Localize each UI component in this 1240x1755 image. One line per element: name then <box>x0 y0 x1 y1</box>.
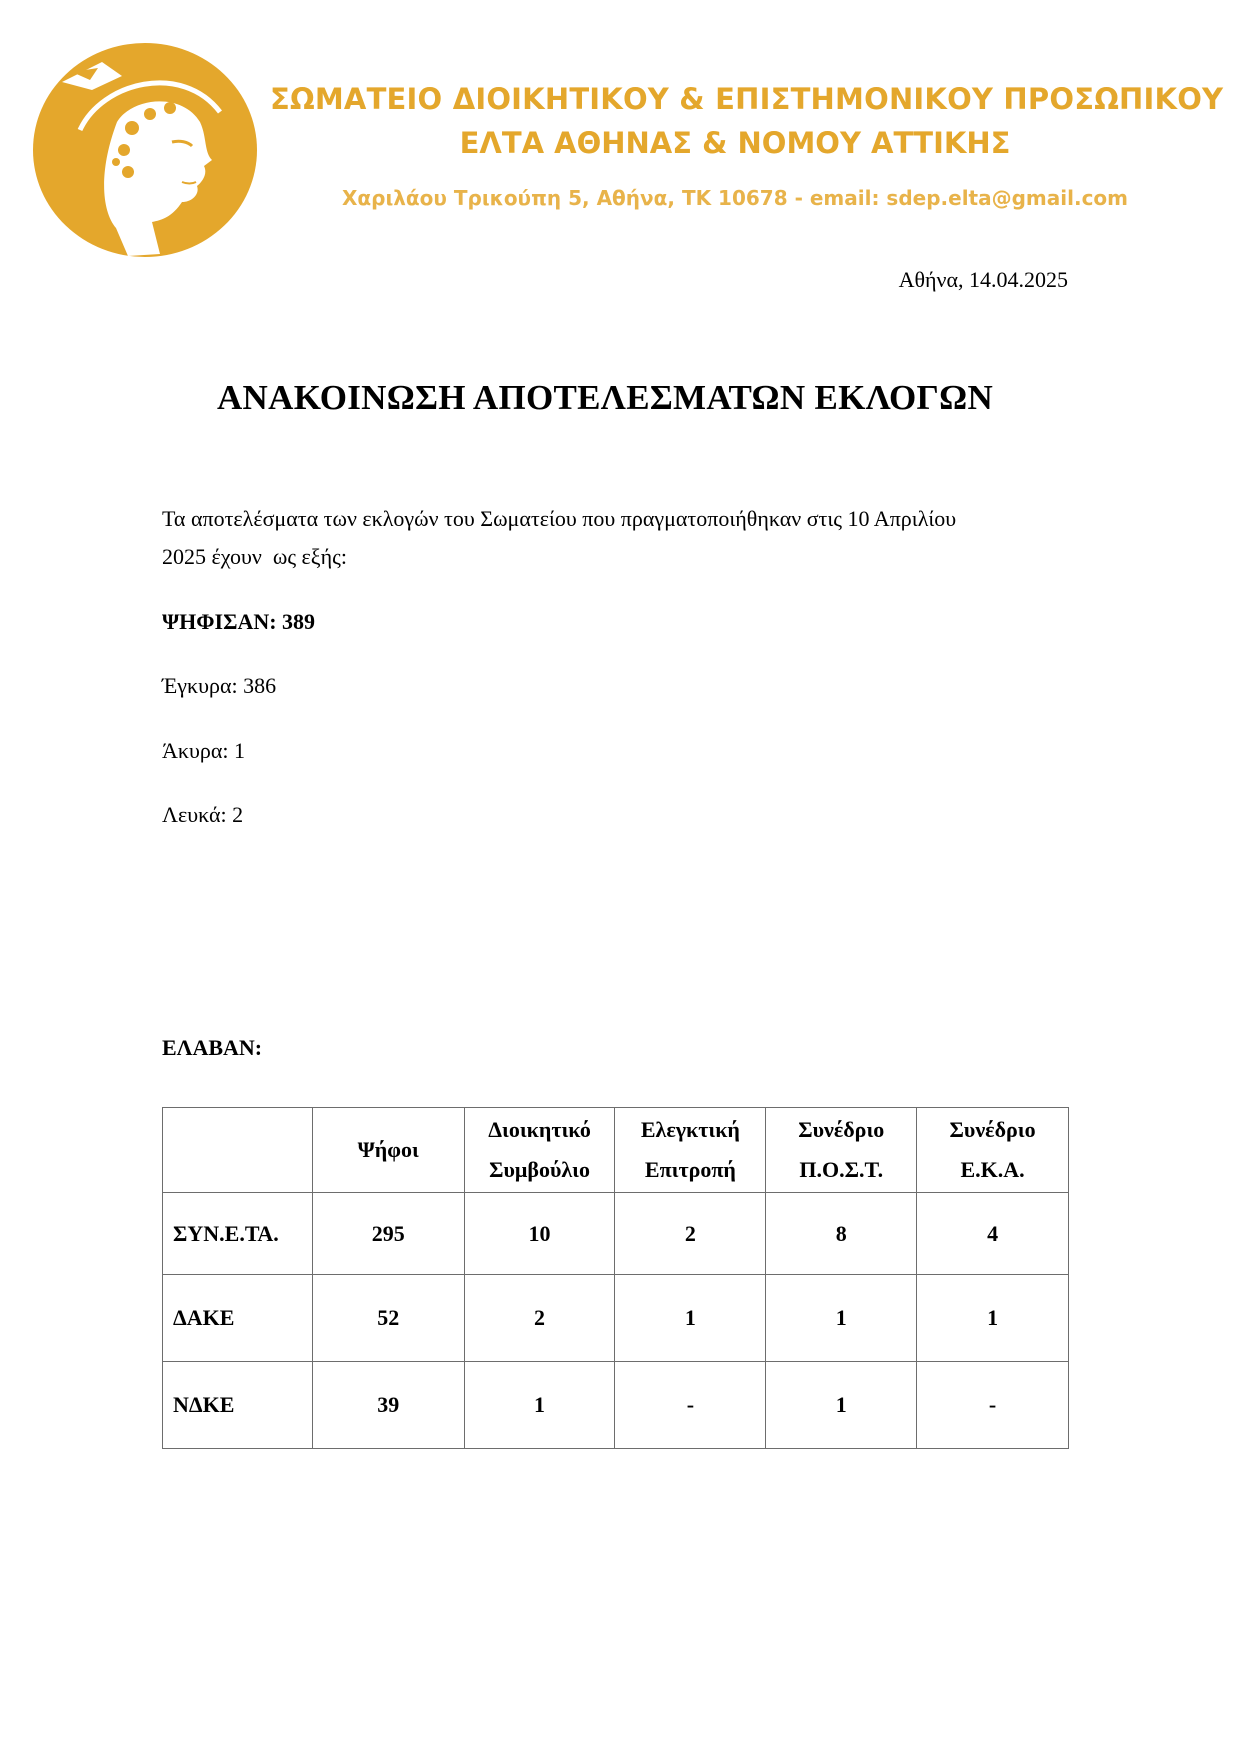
party-name: ΝΔΚΕ <box>163 1362 313 1449</box>
header-cell-empty <box>163 1108 313 1193</box>
intro-line-2: 2025 έχουν ως εξής: <box>162 544 347 569</box>
party-name: ΔΑΚΕ <box>163 1275 313 1362</box>
board-seats-cell: 2 <box>464 1275 615 1362</box>
document-title: ΑΝΑΚΟΙΝΩΣΗ ΑΠΟΤΕΛΕΣΜΑΤΩΝ ΕΚΛΟΓΩΝ <box>216 378 994 417</box>
intro-paragraph <box>162 500 1082 576</box>
votes-cell: 39 <box>312 1362 464 1449</box>
party-name: ΣΥΝ.Ε.ΤΑ. <box>163 1193 313 1275</box>
organization-address: Χαριλάου Τρικούπη 5, Αθήνα, ΤΚ 10678 - email: sdep.elta@gmail.com <box>341 186 1128 210</box>
table-row <box>163 1362 1069 1449</box>
table-header-row <box>163 1108 1069 1193</box>
header-eka-congress: Συνέδριο Ε.Κ.Α. <box>917 1108 1069 1193</box>
header-audit-committee: Ελεγκτική Επιτροπή <box>615 1108 766 1193</box>
eka-seats-cell: 4 <box>917 1193 1069 1275</box>
board-seats-cell: 1 <box>464 1362 615 1449</box>
table-row <box>163 1275 1069 1362</box>
intro-line-1: Τα αποτελέσματα των εκλογών του Σωματείου που πραγματοποιήθηκαν στις 10 Απριλίου <box>162 506 957 531</box>
votes-cell: 295 <box>312 1193 464 1275</box>
results-table <box>162 1107 1069 1449</box>
header-post-congress: Συνέδριο Π.Ο.Σ.Τ. <box>766 1108 917 1193</box>
votes-cell: 52 <box>312 1275 464 1362</box>
received-heading: ΕΛΑΒΑΝ: <box>162 1035 263 1060</box>
invalid-votes: Άκυρα: 1 <box>162 738 245 763</box>
table-row <box>163 1193 1069 1275</box>
audit-seats-cell: 2 <box>615 1193 766 1275</box>
audit-seats-cell: - <box>615 1362 766 1449</box>
header-votes: Ψήφοι <box>312 1108 464 1193</box>
voted-total: ΨΗΦΙΣΑΝ: 389 <box>162 609 316 634</box>
organization-name-line2: ΕΛΤΑ ΑΘΗΝΑΣ & ΝΟΜΟΥ ΑΤΤΙΚΗΣ <box>459 126 1011 160</box>
header-board: Διοικητικό Συμβούλιο <box>464 1108 615 1193</box>
hermes-head-logo-icon <box>32 42 258 258</box>
valid-votes: Έγκυρα: 386 <box>162 673 277 698</box>
eka-seats-cell: - <box>917 1362 1069 1449</box>
board-seats-cell: 10 <box>464 1193 615 1275</box>
audit-seats-cell: 1 <box>615 1275 766 1362</box>
post-seats-cell: 8 <box>766 1193 917 1275</box>
post-seats-cell: 1 <box>766 1362 917 1449</box>
organization-name-line1: ΣΩΜΑΤΕΙΟ ΔΙΟΙΚΗΤΙΚΟΥ & ΕΠΙΣΤΗΜΟΝΙΚΟΥ ΠΡΟΣΩΠΙΚΟΥ <box>270 82 1224 116</box>
eka-seats-cell: 1 <box>917 1275 1069 1362</box>
blank-votes: Λευκά: 2 <box>162 802 244 827</box>
post-seats-cell: 1 <box>766 1275 917 1362</box>
document-date: Αθήνα, 14.04.2025 <box>898 267 1068 292</box>
